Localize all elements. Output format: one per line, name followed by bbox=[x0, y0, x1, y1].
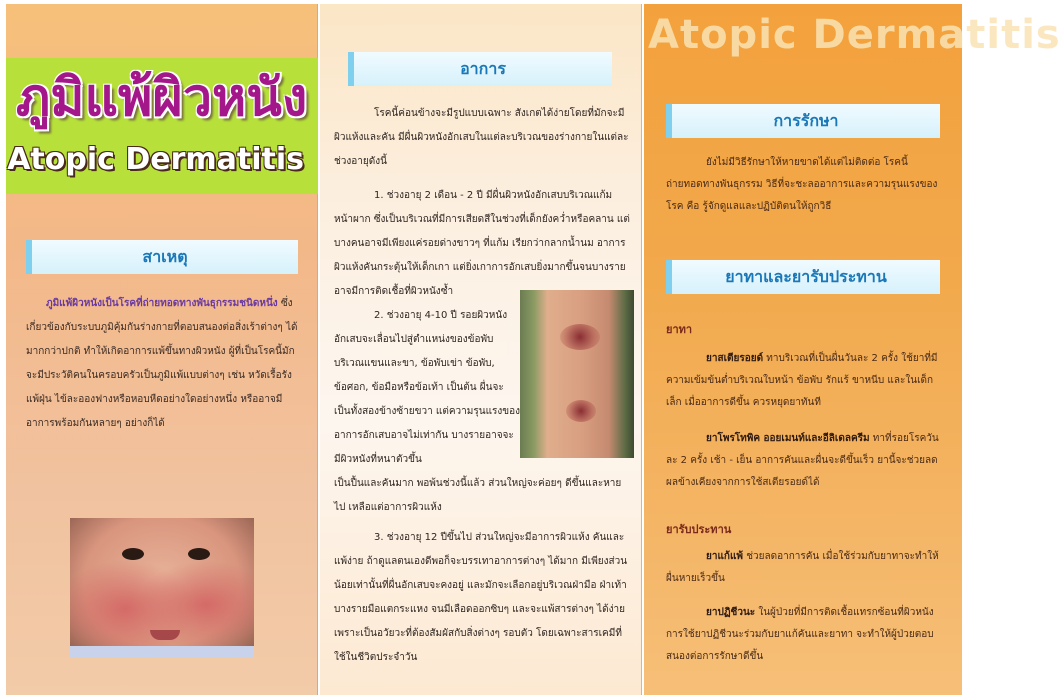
cause-text bbox=[26, 292, 304, 436]
antihistamine-item bbox=[666, 546, 944, 590]
photo-eye-right bbox=[188, 548, 210, 560]
protopic-name: ยาโพรโทพิค ออยเมนท์และอีลิเดลครีม bbox=[706, 433, 870, 444]
antibiotic-name: ยาปฏิชีวนะ bbox=[706, 607, 756, 618]
thai-title: ภูมิแพ้ผิวหนัง bbox=[16, 67, 308, 128]
symptom-age-2-cont: เป็นปื้นและคันมาก พอพ้นช่วงนี้แล้ว ส่วนใหญ่จะค่อยๆ ดีขึ้นและหายไป เหลือแต่อาการผิวแห้ง bbox=[334, 478, 622, 513]
symptom-age-3: 3. ช่วงอายุ 12 ปีขึ้นไป ส่วนใหญ่จะมีอาการผิวแห้ง คันและแพ้ง่าย ถ้าดูแลตนเองดีพอก็จะบรรเทาอาการต่างๆ ได้มาก มีเพียงส่วนน้อยเท่านั้นที่ผื่นอักเสบจะคงอยู่ และมักจะเลือกอยู่บริเวณฝ่ามือ ฝ่าเท้า บางรายมือแตกระแหง จนมีเลือดออกซิบๆ และจะแพ้สารต่างๆ ได้ง่าย เพราะเป็นอวัยวะที่ต้องสัมผัสกับสิ่งต่างๆ รอบตัว โดยเฉพาะสารเคมีที่ใช้ในชีวิตประจำวัน bbox=[334, 532, 628, 663]
symptom-heading: อาการ bbox=[348, 52, 612, 86]
title-block bbox=[6, 58, 318, 194]
watermark-title: Atopic Dermatitis bbox=[648, 12, 1061, 58]
cause-rest: ซึ่งเกี่ยวข้องกับระบบภูมิคุ้มกันร่างกายที่ตอบสนองต่อสิ่งเร้าต่างๆ ได้มากกว่าปกติ ทำให้เกิดอาการแพ้ขึ้นทางผิวหนัง ผู้ที่เป็นโรคนี้มักจะมีประวัติคนในครอบครัวเป็นภูมิแพ้แบบต่างๆ เช่น หวัดเรื้อรัง แพ้ฝุ่น ไข้ละอองฟางหรือหอบหืดอย่างใดอย่างหนึ่ง หรืออาจมีอาการพร้อมกันหลายๆ อย่างก็ได้ bbox=[26, 298, 298, 429]
english-title: Atopic Dermatitis bbox=[7, 142, 304, 177]
antihistamine-name: ยาแก้แพ้ bbox=[706, 551, 744, 562]
middle-panel bbox=[320, 4, 642, 695]
symptom-age-1: 1. ช่วงอายุ 2 เดือน - 2 ปี มีผื่นผิวหนังอักเสบบริเวณแก้ม หน้าผาก ซึ่งเป็นบริเวณที่มีการเสียดสีในช่วงที่เด็กยังคว่ำหรือคลาน แต่บางคนอาจมีเพียงแค่รอยด่างขาวๆ ที่แก้ม เรียกว่ากลากน้ำนม อาการผิวแห้งคันกระตุ้นให้เด็กเกา แต่ยิ่งเกาการอักเสบยิ่งมากขึ้นจนบางรายอาจมีการติดเชื้อที่ผิวหนังซ้ำ bbox=[334, 190, 630, 297]
symptom-intro: โรคนี้ค่อนข้างจะมีรูปแบบเฉพาะ สังเกตได้ง่ายโดยที่มักจะมีผิวแห้งและคัน มีผื่นผิวหนังอักเสบในแต่ละบริเวณของร่างกายในแต่ละช่วงอายุดังนี้ bbox=[334, 108, 629, 167]
medication-heading: ยาทาและยารับประทาน bbox=[666, 260, 940, 294]
cause-lead: ภูมิแพ้ผิวหนังเป็นโรคที่ถ่ายทอดทางพันธุกรรมชนิดหนึ่ง bbox=[46, 298, 278, 309]
photo-shirt bbox=[70, 646, 254, 658]
antihistamine-text: ช่วยลดอาการคัน เมื่อใช้ร่วมกับยาทาจะทำให้ผื่นหายเร็วขึ้น bbox=[666, 551, 939, 584]
photo-lesion bbox=[560, 324, 600, 350]
oral-subheading: ยารับประทาน bbox=[666, 523, 732, 536]
photo-mouth bbox=[150, 630, 180, 640]
photo-lesion bbox=[566, 400, 596, 422]
symptom-age-2: 2. ช่วงอายุ 4-10 ปี รอยผิวหนังอักเสบจะเลื่อนไปสู่ตำแหน่งของข้อพับ บริเวณแขนและขา, ข้อพับเข่า ข้อพับ, ข้อศอก, ข้อมือหรือข้อเท้า เป็นต้น ผื่นจะเป็นทั้งสองข้างซ้ายขวา แต่ความรุนแรงของอาการอักเสบอาจไม่เท่ากัน บางรายอาจจะมีผิวหนังที่หนาตัวขึ้น bbox=[334, 310, 520, 465]
topical-subheading: ยาทา bbox=[666, 323, 693, 336]
steroid-text: ทาบริเวณที่เป็นผื่นวันละ 2 ครั้ง ใช้ยาที่มีความเข้มข้นต่ำบริเวณใบหน้า ข้อพับ รักแร้ ขาหนีบ และในเด็กเล็ก เมื่ออาการดีขึ้น ควรหยุดยาทันที bbox=[666, 353, 938, 408]
steroid-item bbox=[666, 348, 944, 414]
steroid-name: ยาสเตียรอยด์ bbox=[706, 353, 764, 364]
treatment-heading: การรักษา bbox=[666, 104, 940, 138]
left-panel bbox=[6, 4, 318, 695]
leg-rash-photo bbox=[520, 290, 634, 458]
antibiotic-item bbox=[666, 602, 944, 668]
baby-face-photo bbox=[70, 518, 254, 658]
right-panel bbox=[644, 4, 1061, 695]
protopic-text: ทาที่รอยโรควันละ 2 ครั้ง เช้า - เย็น อาการคันและผื่นจะดีขึ้นเร็ว ยานี้จะช่วยลดผลข้างเคียงจากการใช้สเตียรอยด์ได้ bbox=[666, 433, 939, 488]
antibiotic-text: ในผู้ป่วยที่มีการติดเชื้อแทรกซ้อนที่ผิวหนัง การใช้ยาปฏิชีวนะร่วมกับยาแก้คันและยาทา จะทำให้ผู้ป่วยตอบสนองต่อการรักษาดีขึ้น bbox=[666, 607, 934, 662]
cause-heading: สาเหตุ bbox=[26, 240, 298, 274]
protopic-item bbox=[666, 428, 944, 494]
treatment-text: ยังไม่มีวิธีรักษาให้หายขาดได้แต่ไม่ติดต่อ โรคนี้ถ่ายทอดทางพันธุกรรม วิธีที่จะชะลออาการและความรุนแรงของโรค คือ รู้จักดูแลและปฏิบัติตนให้ถูกวิธี bbox=[666, 157, 938, 212]
photo-eye-left bbox=[122, 548, 144, 560]
